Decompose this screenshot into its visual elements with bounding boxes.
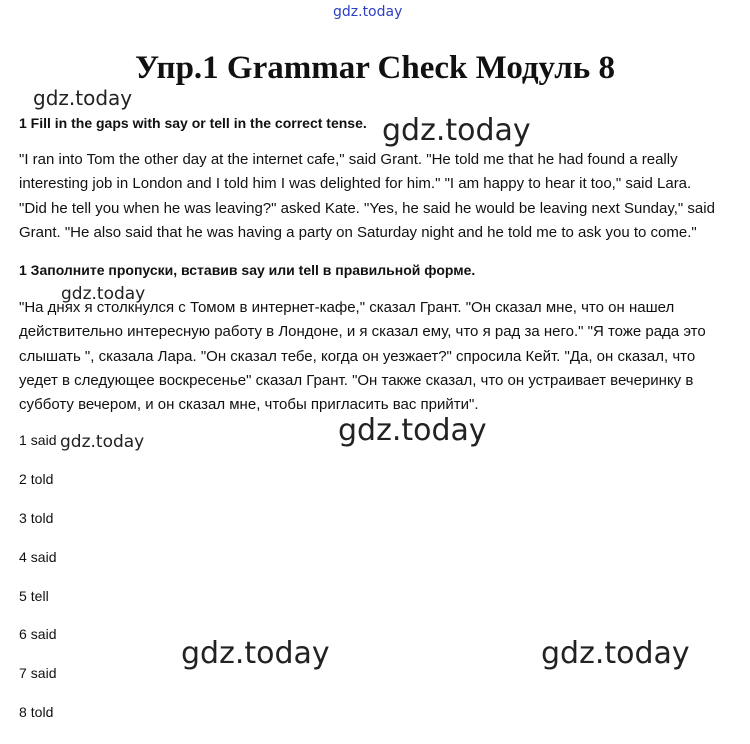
russian-line: действительно интересную работу в Лондоне, и я сказал ему, что я рад за него." "Я тоже рада это (19, 323, 706, 341)
answer-word: said (30, 432, 57, 448)
english-line: "I ran into Tom the other day at the internet cafe," said Grant. "He told me that he had found a really (19, 151, 678, 168)
answer-number: 4 (19, 548, 27, 565)
russian-paragraph (19, 296, 737, 417)
answer-item (19, 432, 56, 471)
russian-line: "На днях я столкнулся с Томом в интернет-кафе," сказал Грант. "Он сказал мне, что он нашел (19, 299, 675, 316)
answer-item (19, 510, 56, 549)
answer-item (19, 626, 56, 665)
russian-line: слышать ", сказала Лара. "Он сказал тебе, когда он уезжает?" спросила Кейт. "Да, он сказал, что (19, 347, 696, 365)
english-paragraph (19, 148, 737, 245)
answer-word: told (30, 509, 54, 526)
answer-number: 7 (19, 665, 27, 682)
page-title: Упр.1 Grammar Check Модуль 8 (135, 50, 615, 86)
answer-item (19, 471, 56, 510)
answer-number: 3 (19, 509, 27, 526)
english-task-heading: 1 Fill in the gaps with say or tell in the correct tense. (19, 115, 367, 131)
watermark-answers: gdz.today (60, 432, 145, 452)
answer-word: told (30, 704, 54, 721)
russian-task-heading: 1 Заполните пропуски, вставив say или tell в правильной форме. (19, 262, 476, 278)
english-line: interesting job in London and I told him I was delighted for him." "I am happy to hear it too," said Lara. (19, 175, 692, 193)
answer-item (19, 549, 56, 588)
english-line: Grant. "He also said that he was having a party on Saturday night and he told me to ask you to come." (19, 223, 697, 241)
watermark-left-upper: gdz.today (33, 86, 133, 110)
answer-number: 2 (19, 470, 27, 487)
answer-word: said (30, 626, 57, 643)
answer-list (19, 432, 56, 743)
answer-word: told (30, 470, 54, 487)
russian-line: уедет в следующее воскресенье" сказал Грант. "Он также сказал, что он устраивает вечеринку в (19, 371, 694, 389)
english-line: "Did he tell you when he was leaving?" asked Kate. "Yes, he said he would be leaving next Sunday," said (19, 199, 715, 217)
watermark-top: gdz.today (333, 4, 403, 20)
watermark-russian-para: gdz.today (61, 284, 146, 304)
answer-number: 6 (19, 626, 27, 643)
answer-item (19, 665, 56, 704)
watermark-center: gdz.today (338, 413, 487, 448)
watermark-bottom-left: gdz.today (181, 636, 330, 671)
answer-number: 8 (19, 704, 27, 721)
answer-number: 1 (19, 432, 27, 448)
answer-item (19, 588, 56, 627)
answer-word: said (30, 548, 57, 565)
answer-word: said (30, 665, 57, 682)
answer-item (19, 704, 56, 743)
watermark-right-upper: gdz.today (382, 113, 531, 148)
answer-number: 5 (19, 587, 27, 604)
answer-word: tell (30, 587, 49, 604)
watermark-bottom-right: gdz.today (541, 636, 690, 671)
russian-line: субботу вечером, и он сказал мне, чтобы пригласить вас прийти". (19, 396, 479, 414)
